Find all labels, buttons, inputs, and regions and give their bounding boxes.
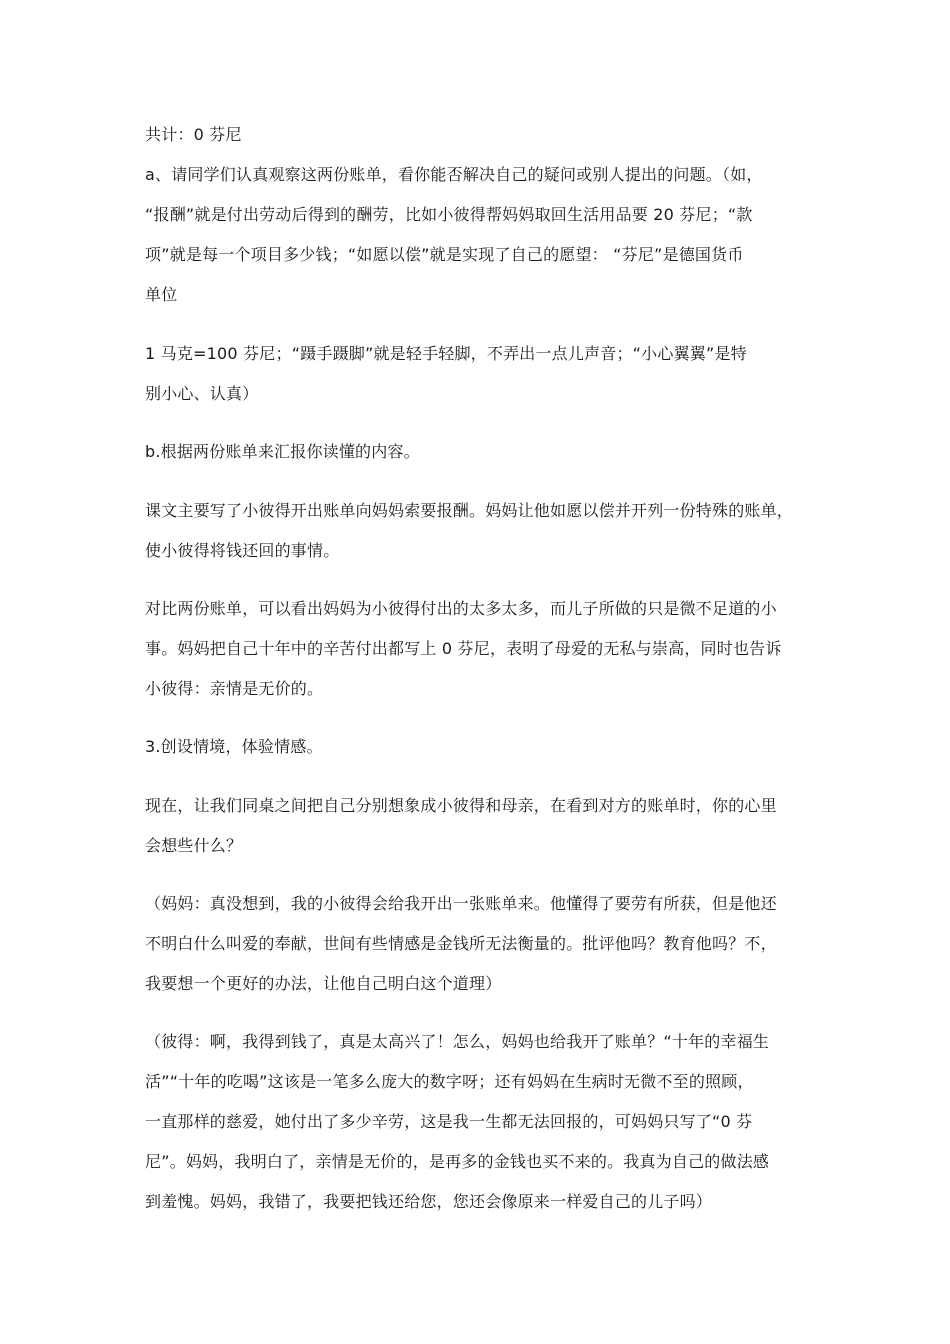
text-line: 课文主要写了小彼得开出账单向妈妈索要报酬。妈妈让他如愿以偿并开列一份特殊的账单， [145,501,794,520]
text-line: “报酬”就是付出劳动后得到的酬劳，比如小彼得帮妈妈取回生活用品要 20 芬尼；“款 [145,205,753,224]
text-line: 一直那样的慈爱，她付出了多少辛劳，这是我一生都无法回报的，可妈妈只写了“0 芬 [145,1112,753,1131]
text-line: 使小彼得将钱还回的事情。 [145,541,340,560]
text-line: 现在，让我们同桌之间把自己分别想象成小彼得和母亲，在看到对方的账单时，你的心里 [145,796,777,815]
text-line: 别小心、认真） [145,384,259,403]
section-heading: 3.创设情境，体验情感。 [145,737,323,756]
text-line: 对比两份账单，可以看出妈妈为小彼得付出的太多太多，而儿子所做的只是微不足道的小 [145,599,777,618]
text-line: （妈妈：真没想到，我的小彼得会给我开出一张账单来。他懂得了要劳有所获，但是他还 [145,894,777,913]
text-line: 会想些什么？ [145,836,243,855]
text-line: 不明白什么叫爱的奉献，世间有些情感是金钱所无法衡量的。批评他吗？教育他吗？不， [145,934,777,953]
text-line: 项”就是每一个项目多少钱；“如愿以偿”就是实现了自己的愿望： “芬尼”是德国货币 [145,245,744,264]
text-line: a、请同学们认真观察这两份账单，看你能否解决自己的疑问或别人提出的问题。（如， [145,165,763,184]
text-line: 1 马克=100 芬尼；“蹑手蹑脚”就是轻手轻脚，不弄出一点儿声音；“小心翼翼”是特 [145,344,747,363]
text-line: （彼得：啊，我得到钱了，真是太高兴了！怎么，妈妈也给我开了账单？“十年的幸福生 [145,1032,770,1051]
text-line: 到羞愧。妈妈，我错了，我要把钱还给您，您还会像原来一样爱自己的儿子吗） [145,1192,713,1211]
text-line: 尼”。妈妈，我明白了，亲情是无价的，是再多的金钱也买不来的。我真为自己的做法感 [145,1152,770,1171]
text-line: 事。妈妈把自己十年中的辛苦付出都写上 0 芬尼，表明了母爱的无私与崇高，同时也告诉 [145,639,782,658]
text-line: 活”“十年的吃喝”这该是一笔多么庞大的数字呀；还有妈妈在生病时无微不至的照顾， [145,1072,754,1091]
text-line: 小彼得：亲情是无价的。 [145,679,324,698]
section-heading: b.根据两份账单来汇报你读懂的内容。 [145,442,420,461]
text-line: 我要想一个更好的办法，让他自己明白这个道理） [145,974,502,993]
text-line: 单位 [145,285,178,304]
total-line: 共计：0 芬尼 [145,125,242,144]
